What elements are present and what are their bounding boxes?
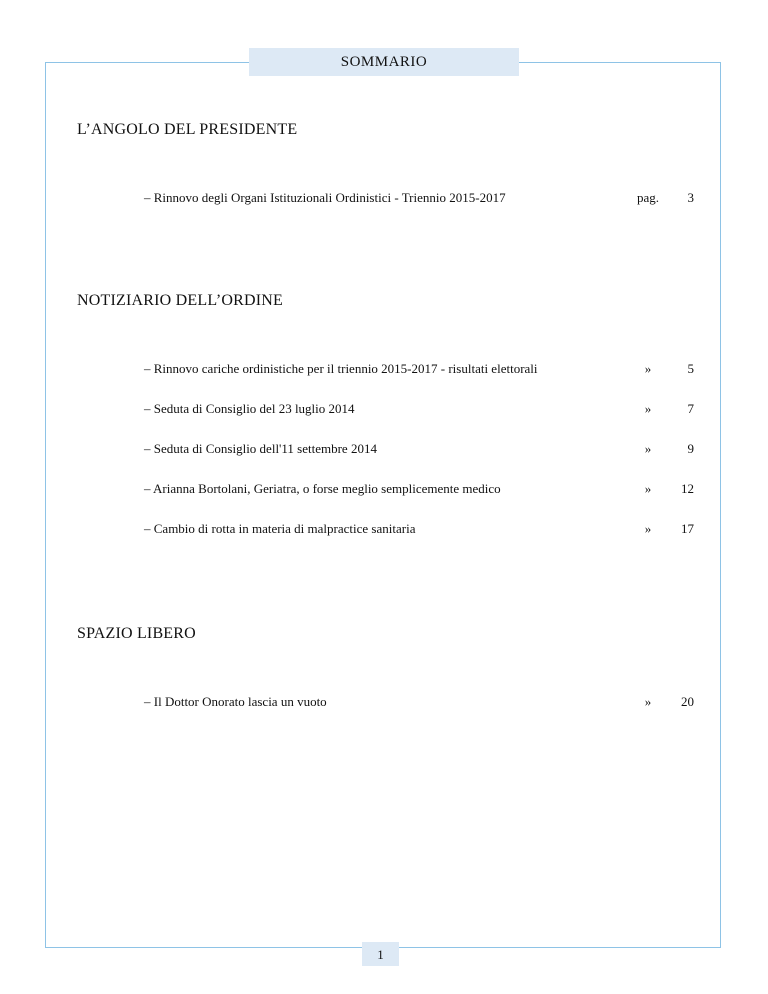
toc-entry[interactable] [144, 521, 694, 541]
page-number: 1 [362, 942, 399, 966]
section-heading-angolo-del-presidente: L’ANGOLO DEL PRESIDENTE [77, 121, 298, 138]
toc-entry-page-number: 12 [681, 481, 694, 496]
toc-entry-marker: » [644, 401, 652, 416]
toc-entry[interactable] [144, 441, 694, 461]
toc-entry-title: – Arianna Bortolani, Geriatra, o forse meglio semplicemente medico [144, 481, 501, 496]
toc-entry-page-number: 20 [681, 694, 694, 709]
toc-entry[interactable] [144, 481, 694, 501]
toc-entry-title: – Seduta di Consiglio dell'11 settembre 2014 [144, 441, 377, 456]
section-heading-notiziario-dell-ordine: NOTIZIARIO DELL’ORDINE [77, 292, 283, 309]
toc-entry-marker: » [644, 521, 652, 536]
toc-entry-page-number: 9 [687, 441, 694, 456]
toc-entry-page-number: 17 [681, 521, 694, 536]
toc-entry-title: – Rinnovo degli Organi Istituzionali Ordinistici - Triennio 2015-2017 [144, 190, 506, 205]
toc-entry-marker: » [644, 481, 652, 496]
toc-entry-page-number: 5 [687, 361, 694, 376]
toc-entry-marker: » [644, 694, 652, 709]
toc-entry[interactable] [144, 190, 694, 210]
toc-entry[interactable] [144, 361, 694, 381]
toc-entry[interactable] [144, 401, 694, 421]
toc-entry-title: – Cambio di rotta in materia di malpractice sanitaria [144, 521, 416, 536]
toc-entry-title: – Il Dottor Onorato lascia un vuoto [144, 694, 327, 709]
toc-entry[interactable] [144, 694, 694, 714]
toc-entry-title: – Rinnovo cariche ordinistiche per il triennio 2015-2017 - risultati elettorali [144, 361, 538, 376]
section-heading-spazio-libero: SPAZIO LIBERO [77, 625, 196, 642]
toc-entry-page-number: 7 [687, 401, 694, 416]
toc-entry-marker: pag. [636, 190, 660, 205]
toc-entry-marker: » [644, 441, 652, 456]
toc-entry-page-number: 3 [687, 190, 694, 205]
page-title: SOMMARIO [249, 48, 519, 76]
toc-entry-marker: » [644, 361, 652, 376]
toc-entry-title: – Seduta di Consiglio del 23 luglio 2014 [144, 401, 355, 416]
